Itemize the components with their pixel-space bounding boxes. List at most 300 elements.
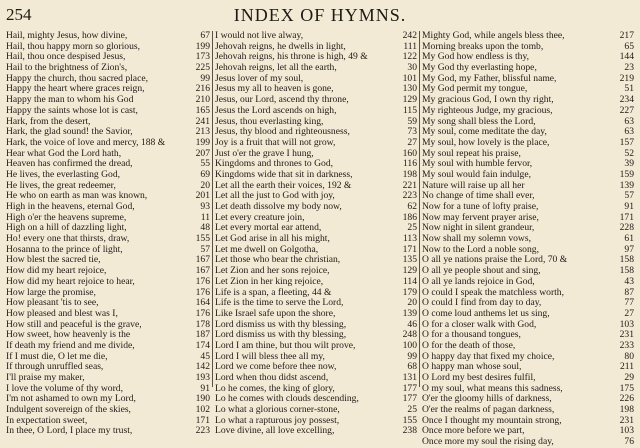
- hymn-first-line: Lord I am thine, but thou wilt prove,: [215, 340, 356, 351]
- hymn-entry: [422, 159, 634, 170]
- hymn-first-line: He lives, the everlasting God,: [6, 169, 121, 180]
- hymn-entry: [215, 426, 417, 437]
- hymn-first-line: Happy the heart where graces reign,: [6, 84, 145, 95]
- hymn-first-line: How pleasant 'tis to see,: [6, 298, 99, 309]
- hymn-first-line: Ho! every one that thirsts, draw,: [6, 234, 130, 245]
- hymn-page-number: 55: [200, 159, 210, 170]
- hymn-first-line: Love divine, all love excelling,: [215, 426, 335, 437]
- hymn-entry: [6, 202, 210, 213]
- hymn-first-line: Let every mortal ear attend,: [215, 223, 322, 234]
- hymn-page-number: 63: [624, 127, 634, 138]
- hymn-first-line: Hail, thou once despised Jesus,: [6, 52, 126, 63]
- hymn-first-line: Hark, from the desert,: [6, 116, 91, 127]
- hymn-entry: [6, 298, 210, 309]
- hymn-page-number: 142: [195, 362, 210, 373]
- hymn-entry: [215, 384, 417, 395]
- hymn-page-number: 59: [407, 116, 417, 127]
- hymn-entry: [422, 277, 634, 288]
- hymn-entry: [6, 138, 210, 149]
- hymn-entry: [6, 320, 210, 331]
- hymn-first-line: Lord when thou didst ascend,: [215, 373, 329, 383]
- hymn-entry: [6, 426, 210, 437]
- hymn-entry: [422, 426, 634, 437]
- hymn-entry: [215, 127, 417, 138]
- hymn-first-line: Lord dismiss us with thy blessing,: [215, 319, 347, 330]
- hymn-entry: [6, 373, 210, 384]
- hymn-first-line: Let all the earth their voices, 192 &: [215, 180, 352, 191]
- hymn-first-line: Let every creature join,: [215, 212, 305, 223]
- hymn-page-number: 25: [407, 405, 417, 416]
- hymn-entry: [422, 170, 634, 181]
- hymn-entry: [422, 202, 634, 213]
- hymn-page-number: 91: [200, 383, 210, 394]
- hymn-page-number: 97: [624, 244, 634, 255]
- hymn-first-line: How still and peaceful is the grave,: [6, 319, 142, 330]
- hymn-first-line: My righteous Judge, my gracious,: [422, 105, 553, 116]
- hymn-entry: [422, 42, 634, 53]
- hymn-entry: [422, 74, 634, 85]
- hymn-entry: [422, 117, 634, 128]
- hymn-page-number: 23: [624, 63, 634, 74]
- hymn-entry: [215, 288, 417, 299]
- hymn-first-line: My God how endless is thy,: [422, 52, 530, 63]
- hymn-page-number: 114: [402, 276, 417, 287]
- hymn-first-line: Heaven has confirmed the dread,: [6, 159, 133, 170]
- hymn-entry: [6, 384, 210, 395]
- hymn-entry: [6, 288, 210, 299]
- hymn-first-line: O all ye people shout and sing,: [422, 266, 541, 277]
- hymn-first-line: O could I speak the matchless worth,: [422, 287, 565, 298]
- hymn-entry: [215, 213, 417, 224]
- hymn-entry: [6, 416, 210, 427]
- hymn-page-number: 129: [402, 266, 417, 277]
- hymn-page-number: 130: [402, 84, 417, 95]
- hymn-entry: [422, 266, 634, 277]
- hymn-entry: [6, 266, 210, 277]
- hymn-entry: [215, 42, 417, 53]
- hymn-first-line: He who on earth as man was known,: [6, 191, 148, 202]
- hymn-first-line: How did my heart rejoice,: [6, 266, 107, 277]
- hymn-page-number: 227: [619, 105, 634, 116]
- hymn-page-number: 174: [195, 340, 210, 351]
- hymn-page-number: 176: [195, 287, 210, 298]
- hymn-first-line: Now for a tune of lofty praise,: [422, 202, 539, 212]
- hymn-entry: [422, 330, 634, 341]
- hymn-page-number: 167: [195, 255, 210, 266]
- hymn-entry: [215, 202, 417, 213]
- hymn-page-number: 225: [195, 63, 210, 74]
- hymn-first-line: O happy man whose soul,: [422, 362, 522, 373]
- hymn-entry: [215, 352, 417, 363]
- hymn-page-number: 115: [402, 105, 417, 116]
- hymn-first-line: Now may fervent prayer arise,: [422, 212, 539, 223]
- hymn-first-line: Once more before we part,: [422, 426, 525, 437]
- hymn-entry: [422, 106, 634, 117]
- hymn-page-number: 122: [402, 52, 417, 63]
- hymn-first-line: O Lord my best desires fulfil,: [422, 373, 536, 383]
- hymn-first-line: My soul would fain indulge,: [422, 169, 531, 180]
- hymn-first-line: Lord dismiss us with thy blessing,: [215, 330, 347, 341]
- hymn-page-number: 158: [619, 255, 634, 266]
- hymn-first-line: If through unruffled seas,: [6, 362, 104, 373]
- hymn-page-number: 223: [402, 191, 417, 202]
- hymn-entry: [215, 170, 417, 181]
- hymn-page-number: 221: [402, 180, 417, 191]
- hymn-entry: [215, 309, 417, 320]
- hymn-page-number: 91: [624, 202, 634, 212]
- hymn-first-line: Life is the time to serve the Lord,: [215, 298, 344, 309]
- hymn-first-line: Kingdoms and thrones to God,: [215, 159, 334, 170]
- hymn-first-line: Nature will raise up all her: [422, 180, 525, 191]
- hymn-page-number: 242: [402, 31, 417, 41]
- hymn-entry: [215, 245, 417, 256]
- hymn-first-line: Let death dissolve my body now,: [215, 202, 342, 212]
- hymn-first-line: Jesus the Lord ascends on high,: [215, 105, 337, 116]
- hymn-first-line: No change of time shall ever,: [422, 191, 535, 202]
- hymn-page-number: 241: [195, 116, 210, 127]
- hymn-first-line: Joy is a fruit that will not grow,: [215, 137, 336, 148]
- hymn-first-line: My soul with humble fervor,: [422, 159, 533, 170]
- hymn-page-number: 111: [403, 41, 417, 52]
- hymn-entry: [215, 95, 417, 106]
- hymn-entry: [6, 52, 210, 63]
- hymn-page-number: 57: [200, 244, 210, 255]
- hymn-first-line: O happy day that fixed my choice,: [422, 351, 555, 362]
- hymn-entry: [6, 106, 210, 117]
- hymn-page-number: 223: [195, 426, 210, 437]
- hymn-page-number: 102: [195, 405, 210, 416]
- hymn-entry: [215, 277, 417, 288]
- hymn-first-line: Let Zion in her king rejoice,: [215, 276, 324, 287]
- hymn-first-line: My God permit my tongue,: [422, 84, 528, 95]
- hymn-entry: [6, 394, 210, 405]
- hymn-page-number: 171: [195, 415, 210, 426]
- hymn-first-line: O'er the realms of pagan darkness,: [422, 405, 555, 416]
- hymn-first-line: Happy the man to whom his God: [6, 95, 134, 106]
- hymn-first-line: Jehovah reigns, let all the earth,: [215, 63, 337, 74]
- hymn-first-line: O for a closer walk with God,: [422, 319, 537, 330]
- hymn-page-number: 116: [402, 159, 417, 170]
- hymn-first-line: I'll praise my maker,: [6, 373, 85, 383]
- hymn-page-number: 11: [200, 212, 210, 223]
- hymn-page-number: 65: [624, 41, 634, 52]
- hymn-page-number: 157: [619, 137, 634, 148]
- hymn-first-line: Jesus, our Lord, ascend thy throne,: [215, 95, 349, 106]
- hymn-page-number: 69: [200, 169, 210, 180]
- hymn-page-number: 103: [619, 319, 634, 330]
- hymn-page-number: 179: [402, 287, 417, 298]
- hymn-page-number: 155: [402, 415, 417, 426]
- hymn-page-number: 135: [402, 255, 417, 266]
- hymn-first-line: My God, my Father, blissful name,: [422, 73, 557, 84]
- hymn-entry: [422, 138, 634, 149]
- hymn-page-number: 20: [200, 180, 210, 191]
- hymn-first-line: O for the death of those,: [422, 340, 516, 351]
- hymn-first-line: Lo he comes with clouds descending,: [215, 394, 359, 405]
- hymn-page-number: 113: [402, 234, 417, 245]
- index-column-3: [422, 31, 634, 448]
- hymn-first-line: Hail, thou happy morn so glorious,: [6, 41, 141, 52]
- hymn-first-line: Kingdoms wide that sit in darkness,: [215, 169, 353, 180]
- hymn-entry: [6, 362, 210, 373]
- hymn-first-line: How large the promise,: [6, 287, 96, 298]
- hymn-first-line: O my soul, what means this sadness,: [422, 383, 563, 394]
- column-divider: [419, 31, 420, 387]
- hymn-page-number: 199: [195, 137, 210, 148]
- hymn-first-line: O could I find from day to day,: [422, 298, 542, 309]
- hymn-first-line: High in the heavens, eternal God,: [6, 202, 135, 212]
- hymn-first-line: How did my heart rejoice to hear,: [6, 276, 135, 287]
- hymn-entry: [6, 352, 210, 363]
- column-divider: [212, 31, 213, 387]
- hymn-page-number: 57: [624, 191, 634, 202]
- hymn-entry: [422, 373, 634, 384]
- hymn-page-number: 198: [402, 169, 417, 180]
- hymn-entry: [422, 84, 634, 95]
- hymn-entry: [6, 341, 210, 352]
- hymn-first-line: Just o'er the grave I hung,: [215, 148, 314, 159]
- hymn-page-number: 160: [402, 148, 417, 159]
- hymn-entry: [422, 213, 634, 224]
- hymn-page-number: 93: [200, 202, 210, 212]
- hymn-first-line: I'm not ashamed to own my Lord,: [6, 394, 136, 405]
- hymn-page-number: 131: [402, 373, 417, 383]
- hymn-entry: [422, 31, 634, 42]
- hymn-page-number: 67: [200, 31, 210, 41]
- hymn-page-number: 62: [407, 202, 417, 212]
- hymn-first-line: Hail to the brightness of Zion's,: [6, 63, 128, 74]
- hymn-entry: [6, 42, 210, 53]
- hymn-entry: [422, 191, 634, 202]
- hymn-page-number: 193: [195, 373, 210, 383]
- hymn-first-line: O for a thousand tongues,: [422, 330, 521, 341]
- hymn-page-number: 46: [407, 319, 417, 330]
- hymn-page-number: 226: [619, 394, 634, 405]
- hymn-page-number: 171: [402, 244, 417, 255]
- hymn-page-number: 101: [402, 73, 417, 84]
- hymn-entry: [6, 159, 210, 170]
- hymn-page-number: 87: [624, 287, 634, 298]
- hymn-page-number: 231: [619, 415, 634, 426]
- hymn-page-number: 199: [195, 41, 210, 52]
- hymn-first-line: Let those who bear the christian,: [215, 255, 341, 266]
- hymn-entry: [6, 234, 210, 245]
- hymn-page-number: 201: [195, 191, 210, 202]
- hymn-first-line: Now shall my solemn vows,: [422, 234, 531, 245]
- hymn-entry: [422, 320, 634, 331]
- hymn-page-number: 158: [619, 266, 634, 277]
- hymn-first-line: Lord we come before thee now,: [215, 362, 337, 373]
- hymn-entry: [215, 31, 417, 42]
- hymn-entry: [422, 95, 634, 106]
- hymn-first-line: Lo he comes, the king of glory,: [215, 383, 335, 394]
- page-header: [6, 2, 634, 28]
- hymn-entry: [6, 277, 210, 288]
- hymn-page-number: 27: [624, 308, 634, 319]
- hymn-first-line: My soul, how lovely is the place,: [422, 137, 550, 148]
- hymn-entry: [422, 288, 634, 299]
- hymn-entry: [215, 84, 417, 95]
- hymn-entry: [422, 181, 634, 192]
- hymn-entry: [215, 320, 417, 331]
- hymn-first-line: Once more my soul the rising day,: [422, 437, 554, 448]
- hymn-entry: [6, 170, 210, 181]
- hymn-entry: [215, 394, 417, 405]
- hymn-entry: [6, 117, 210, 128]
- hymn-entry: [6, 63, 210, 74]
- page-title: INDEX OF HYMNS.: [233, 5, 407, 25]
- hymn-entry: [6, 84, 210, 95]
- hymn-first-line: Lord I will bless thee all my,: [215, 351, 325, 362]
- hymn-page-number: 186: [402, 212, 417, 223]
- hymn-page-number: 100: [402, 340, 417, 351]
- hymn-page-number: 29: [624, 373, 634, 383]
- hymn-entry: [6, 181, 210, 192]
- hymn-first-line: O all ye nations praise the Lord, 70 &: [422, 255, 568, 266]
- hymn-page-number: 144: [619, 52, 634, 63]
- hymn-page-number: 231: [619, 330, 634, 341]
- hymn-first-line: Hosanna to the prince of light,: [6, 244, 123, 255]
- hymn-page-number: 103: [619, 426, 634, 437]
- hymn-first-line: O come loud anthems let us sing,: [422, 308, 550, 319]
- hymn-first-line: Hark, the glad sound! the Savior,: [6, 127, 133, 138]
- hymn-first-line: How pleased and blest was I,: [6, 308, 118, 319]
- hymn-first-line: In expectation sweet,: [6, 415, 88, 426]
- hymn-first-line: Mighty God, while angels bless thee,: [422, 31, 565, 41]
- hymn-entry: [6, 330, 210, 341]
- hymn-first-line: I love the volume of thy word,: [6, 383, 123, 394]
- hymn-page-number: 68: [407, 362, 417, 373]
- hymn-first-line: Now night in silent grandeur,: [422, 223, 535, 234]
- hymn-page-number: 48: [200, 223, 210, 234]
- hymn-first-line: Hark, the voice of love and mercy, 188 &: [6, 137, 166, 148]
- hymn-entry: [422, 362, 634, 373]
- hymn-first-line: Let all the just to God with joy,: [215, 191, 335, 202]
- hymn-first-line: He lives, the great redeemer,: [6, 180, 116, 191]
- hymn-entry: [215, 234, 417, 245]
- hymn-first-line: My soul, come meditate the day,: [422, 127, 547, 138]
- hymn-page-number: 139: [402, 308, 417, 319]
- hymn-first-line: Jehovah reigns, he dwells in light,: [215, 41, 346, 52]
- hymn-page-number: 99: [407, 351, 417, 362]
- hymn-first-line: Jesus my all to heaven is gone,: [215, 84, 334, 95]
- hymn-page-number: 219: [619, 73, 634, 84]
- hymn-entry: [6, 74, 210, 85]
- hymn-page-number: 234: [619, 95, 634, 106]
- hymn-page-number: 39: [624, 159, 634, 170]
- hymn-first-line: O all ye lands rejoice in God,: [422, 276, 535, 287]
- hymn-page-number: 173: [195, 52, 210, 63]
- hymn-page-number: 213: [195, 127, 210, 138]
- hymn-entry: [6, 245, 210, 256]
- hymn-entry: [215, 159, 417, 170]
- hymn-page-number: 76: [624, 437, 634, 448]
- hymn-page-number: 167: [195, 266, 210, 277]
- hymn-entry: [215, 138, 417, 149]
- hymn-entry: [422, 298, 634, 309]
- hymn-entry: [215, 298, 417, 309]
- hymn-entry: [215, 181, 417, 192]
- hymn-entry: [422, 63, 634, 74]
- hymn-entry: [215, 330, 417, 341]
- hymn-page-number: 171: [619, 212, 634, 223]
- hymn-entry: [422, 416, 634, 427]
- hymn-first-line: How blest the sacred tie,: [6, 255, 101, 266]
- hymn-first-line: Happy the church, thou sacred place,: [6, 73, 148, 84]
- hymn-page-number: 210: [195, 95, 210, 106]
- hymn-first-line: My soul repeat his praise,: [422, 148, 521, 159]
- hymn-entry: [215, 191, 417, 202]
- hymn-page-number: 139: [619, 180, 634, 191]
- hymn-first-line: High on a hill of dazzling light,: [6, 223, 127, 234]
- hymn-entry: [6, 149, 210, 160]
- hymn-entry: [215, 405, 417, 416]
- hymn-entry: [422, 234, 634, 245]
- hymn-entry: [6, 405, 210, 416]
- index-column-2: [215, 31, 417, 437]
- hymn-page-number: 129: [402, 95, 417, 106]
- hymn-page-number: 155: [195, 234, 210, 245]
- hymn-entry: [215, 416, 417, 427]
- hymn-first-line: My God thy everlasting hope,: [422, 63, 537, 74]
- hymn-entry: [215, 341, 417, 352]
- hymn-page-number: 177: [402, 383, 417, 394]
- hymn-first-line: Jesus lover of my soul,: [215, 73, 304, 84]
- page-number: 254: [6, 5, 32, 24]
- hymn-page-number: 30: [407, 63, 417, 74]
- hymn-first-line: If I must die, O let me die,: [6, 351, 108, 362]
- hymn-page-number: 51: [624, 84, 634, 95]
- hymn-entry: [215, 362, 417, 373]
- hymn-page-number: 25: [407, 223, 417, 234]
- hymn-page-number: 73: [407, 127, 417, 138]
- hymn-first-line: Lo what a rapturous joy possest,: [215, 415, 340, 426]
- hymn-first-line: Hear what God the Lord hath,: [6, 148, 122, 159]
- hymn-first-line: Jesus, thou everlasting king,: [215, 116, 324, 127]
- hymn-page-number: 228: [619, 223, 634, 234]
- hymn-entry: [215, 266, 417, 277]
- hymn-page-number: 238: [402, 426, 417, 437]
- hymn-first-line: Hail, mighty Jesus, how divine,: [6, 31, 128, 41]
- hymn-entry: [215, 373, 417, 384]
- hymn-entry: [422, 437, 634, 448]
- hymn-first-line: My gracious God, I own thy right,: [422, 95, 554, 106]
- hymn-page-number: 175: [619, 383, 634, 394]
- hymn-entry: [215, 255, 417, 266]
- hymn-first-line: Let God arise in all his might,: [215, 234, 330, 245]
- hymn-page-number: 164: [195, 298, 210, 309]
- hymn-page-number: 63: [624, 116, 634, 127]
- hymn-first-line: Now to the Lord a noble song,: [422, 244, 539, 255]
- hymn-page-number: 80: [624, 351, 634, 362]
- hymn-page-number: 77: [624, 298, 634, 309]
- hymn-entry: [6, 191, 210, 202]
- hymn-entry: [215, 117, 417, 128]
- hymn-first-line: Like Israel safe upon the shore,: [215, 308, 336, 319]
- hymn-first-line: In thee, O Lord, I place my trust,: [6, 426, 133, 437]
- hymn-entry: [6, 309, 210, 320]
- hymn-first-line: O'er the gloomy hills of darkness,: [422, 394, 552, 405]
- hymn-page-number: 217: [619, 31, 634, 41]
- hymn-entry: [215, 106, 417, 117]
- hymn-entry: [6, 127, 210, 138]
- hymn-page-number: 233: [619, 340, 634, 351]
- hymn-entry: [6, 223, 210, 234]
- hymn-entry: [215, 52, 417, 63]
- hymn-page-number: 248: [402, 330, 417, 341]
- hymn-entry: [6, 213, 210, 224]
- hymn-page-number: 159: [619, 169, 634, 180]
